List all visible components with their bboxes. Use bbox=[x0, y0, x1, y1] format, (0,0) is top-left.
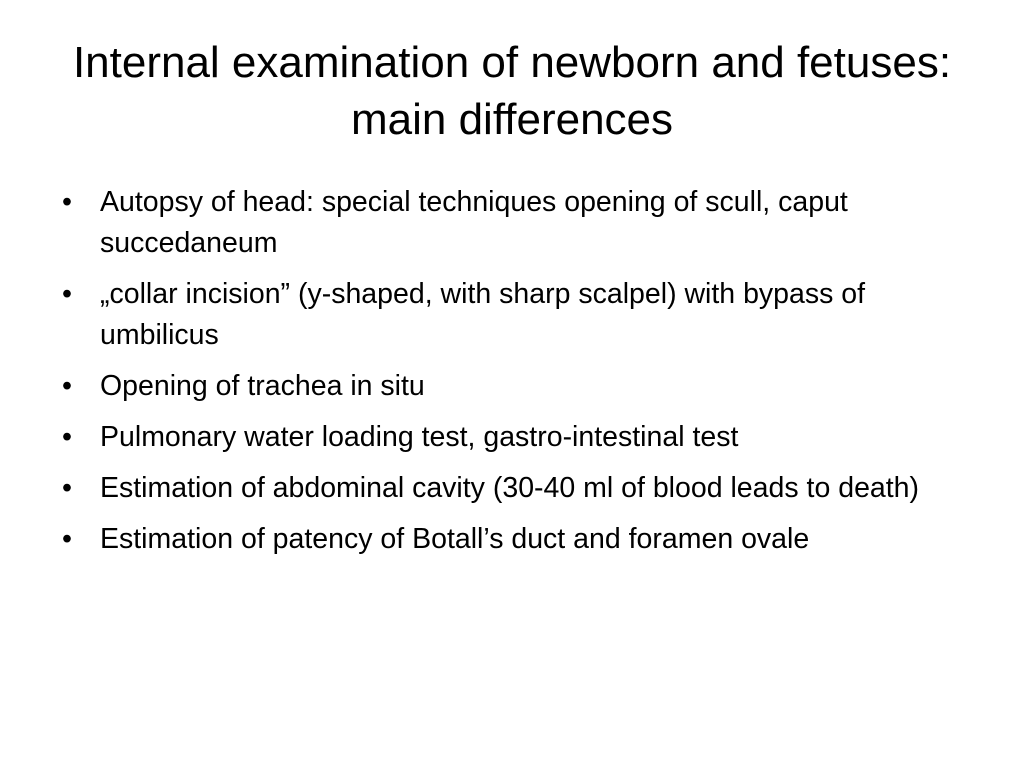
bullet-icon: • bbox=[62, 523, 72, 555]
bullet-text: Opening of trachea in situ bbox=[100, 370, 425, 402]
bullet-text: Estimation of patency of Botall’s duct and foramen ovale bbox=[100, 523, 810, 555]
bullet-item bbox=[60, 417, 960, 458]
bullet-item bbox=[60, 182, 960, 264]
bullet-list bbox=[60, 182, 960, 570]
bullet-icon: • bbox=[62, 278, 72, 310]
bullet-item bbox=[60, 519, 960, 560]
bullet-item bbox=[60, 274, 960, 356]
bullet-item bbox=[60, 366, 960, 407]
bullet-text: „collar incision” (y-shaped, with sharp scalpel) with bypass of umbilicus bbox=[100, 278, 866, 351]
bullet-icon: • bbox=[62, 186, 72, 218]
bullet-icon: • bbox=[62, 472, 72, 504]
bullet-text: Pulmonary water loading test, gastro-intestinal test bbox=[100, 421, 739, 453]
bullet-icon: • bbox=[62, 370, 72, 402]
bullet-text: Autopsy of head: special techniques opening of scull, caput succedaneum bbox=[100, 186, 848, 259]
bullet-item bbox=[60, 468, 960, 509]
slide-title: Internal examination of newborn and fetuses: main differences bbox=[72, 38, 952, 144]
bullet-icon: • bbox=[62, 421, 72, 453]
bullet-text: Estimation of abdominal cavity (30-40 ml of blood leads to death) bbox=[100, 472, 920, 504]
